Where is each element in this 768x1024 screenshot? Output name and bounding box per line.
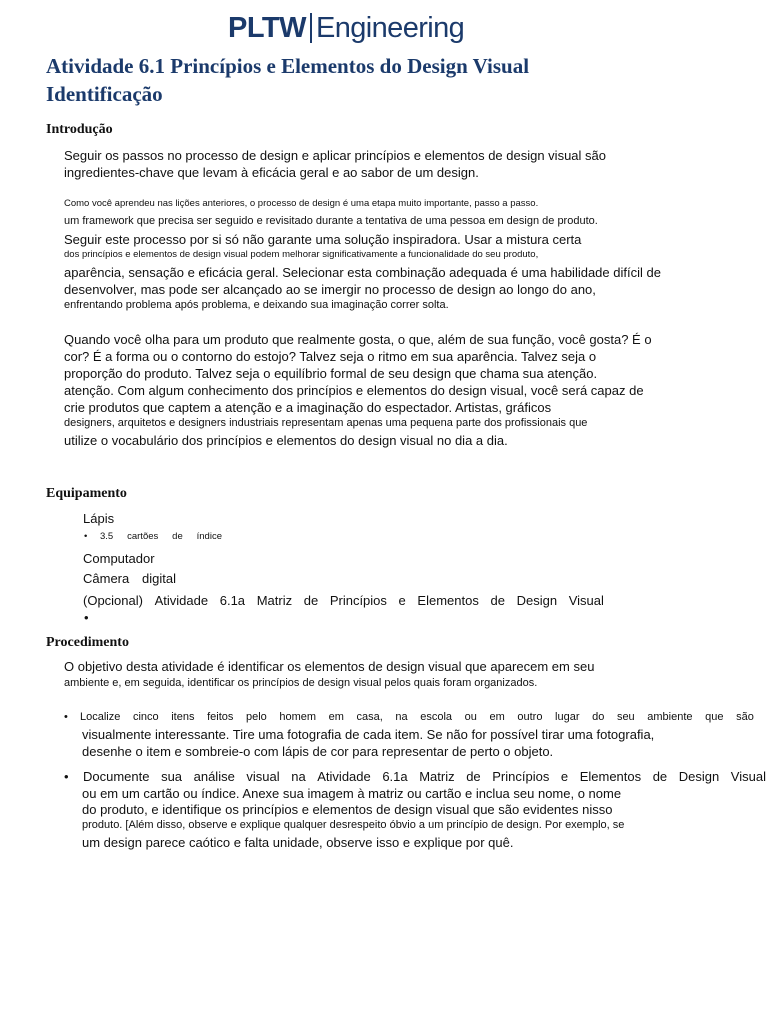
page-title: Atividade 6.1 Princípios e Elementos do Design Visual [46,54,530,78]
step-1-word: que [705,711,724,723]
equipment-camera-word: Câmera [83,571,130,586]
equipment-optional-word: e [398,593,406,608]
intro-p2-line: aparência, sensação e eficácia geral. Selecionar esta combinação adequada é uma habilidade difícil de [64,265,661,280]
step-2-word: Documente [83,769,150,784]
intro-p2-line: um framework que precisa ser seguido e revisitado durante a tentativa de uma pessoa em design de produto. [64,215,598,227]
equipment-cards-word: 3.5 [100,531,114,542]
step-1-word: Localize [80,711,121,723]
procedure-step-2-line: do produto, e identifique os princípios e elementos de design visual que são evidentes nisso [82,802,613,817]
procedure-bullet: • [64,711,68,723]
intro-p3-line: cor? É a forma ou o contorno do estojo? Talvez seja o ritmo em sua aparência. Talvez seja o [64,349,597,364]
step-1-word: seu [616,711,635,723]
intro-p3-line: Quando você olha para um produto que realmente gosta, o que, além de sua função, você gosta? É o [64,332,652,347]
equipment-camera-word: digital [142,571,176,586]
step-2-word: Princípios [492,769,550,784]
procedure-step-2-line: ou em um cartão ou índice. Anexe sua imagem à matriz ou cartão e inclua seu nome, o nome [82,786,622,801]
step-1-word: na [395,711,408,723]
step-1-word: em [489,711,505,723]
intro-p2-line: dos princípios e elementos de design visual podem melhorar significativamente a funcionalidade do seu produto, [64,249,539,260]
step-1-word: pelo [245,711,267,723]
equipment-cards-word: de [172,531,183,542]
equipment-optional-word: de [490,593,505,608]
procedure-step-2-line: produto. [Além disso, observe e explique qualquer desrespeito óbvio a um princípio de design. Por exemplo, se [82,819,625,831]
procedure-heading: Procedimento [46,635,129,650]
procedure-step-1-first-line [80,711,754,723]
procedure-step-2-line: um design parece caótico e falta unidade, observe isso e explique por quê. [82,835,514,850]
equipment-optional-word: Matriz [256,593,293,608]
logo-divider [310,13,312,43]
step-2-word: e [560,769,569,784]
step-2-word: Elementos [579,769,642,784]
step-1-word: itens [171,711,195,723]
logo-brand: PLTW [228,11,306,44]
intro-p1-line: ingredientes-chave que levam à eficácia geral e ao sabor de um design. [64,165,479,180]
step-1-word: homem [279,711,317,723]
logo-product: Engineering [316,11,465,44]
step-1-word: do [592,711,605,723]
intro-p2-line: desenvolver, mas pode ser alcançado ao se imergir no processo de design ao longo do ano, [64,282,596,297]
intro-p1-line: Seguir os passos no processo de design e aplicar princípios e elementos de design visual são [64,148,606,163]
equipment-cards-word: índice [196,531,222,542]
equipment-empty-bullet: • [84,610,89,625]
intro-p2-line: Como você aprendeu nas lições anteriores, o processo de design é uma etapa muito importante, passo a passo. [64,198,539,209]
step-1-word: lugar [555,711,580,723]
intro-p2-line: enfrentando problema após problema, e deixando sua imaginação correr solta. [64,299,449,311]
step-2-word: Visual [730,769,766,784]
equipment-heading: Equipamento [46,486,127,501]
equipment-pencils: Lápis [83,511,115,526]
equipment-camera [83,571,176,586]
step-1-word: casa, [356,711,383,723]
step-1-word: feitos [207,711,234,723]
step-2-word: na [291,769,306,784]
step-2-word: Atividade [317,769,371,784]
intro-p3-line: proporção do produto. Talvez seja o equilíbrio formal de seu design que chama sua atenção. [64,366,598,381]
step-1-word: ou [464,711,477,723]
step-1-word: escola [420,711,453,723]
step-2-word: visual [246,769,280,784]
step-2-word: 6.1a [382,769,408,784]
procedure-step-1-line: visualmente interessante. Tire uma fotografia de cada item. Se não for possível tirar uma fotografia, [82,727,655,742]
procedure-bullet: • [64,769,69,784]
equipment-bullet: • [84,531,88,542]
intro-p3-line: atenção. Com algum conhecimento dos princípios e elementos do design visual, você será capaz de [64,383,644,398]
equipment-optional-word: Princípios [329,593,387,608]
equipment-optional-word: de [303,593,319,608]
step-1-word: são [736,711,754,723]
step-2-word: Design [678,769,720,784]
page-subtitle: Identificação [46,82,163,106]
step-2-word: Matriz [419,769,455,784]
step-2-word: de [466,769,481,784]
intro-heading: Introdução [46,122,113,137]
equipment-index-cards [100,531,222,542]
equipment-optional-matrix [83,593,604,608]
intro-p3-line: crie produtos que captem a atenção e a imaginação do espectador. Artistas, gráficos [64,400,552,415]
procedure-step-2-first-line [83,769,766,784]
equipment-optional-word: Design [516,593,558,608]
step-1-word: ambiente [647,711,693,723]
step-1-word: em [328,711,344,723]
procedure-step-1-line: desenhe o item e sombreie-o com lápis de cor para representar de perto o objeto. [82,744,554,759]
step-2-word: sua [161,769,183,784]
step-2-word: de [652,769,668,784]
equipment-optional-word: 6.1a [219,593,246,608]
equipment-cards-word: cartões [127,531,159,542]
intro-p3-line: utilize o vocabulário dos princípios e elementos do design visual no dia a dia. [64,433,508,448]
equipment-optional-word: Visual [568,593,604,608]
equipment-optional-word: (Opcional) [83,593,143,608]
equipment-optional-word: Elementos [417,593,479,608]
procedure-intro-line: O objetivo desta atividade é identificar os elementos de design visual que aparecem em seu [64,659,595,674]
intro-p3-line: designers, arquitetos e designers industriais representam apenas uma pequena parte dos profissionais que [64,417,588,429]
step-1-word: outro [517,711,543,723]
step-1-word: cinco [132,711,159,723]
equipment-computer: Computador [83,551,155,566]
intro-p2-line: Seguir este processo por si só não garante uma solução inspiradora. Usar a mistura certa [64,232,582,247]
step-2-word: análise [193,769,235,784]
procedure-intro-line: ambiente e, em seguida, identificar os princípios de design visual pelos quais foram organizados. [64,677,538,689]
equipment-optional-word: Atividade [154,593,209,608]
pltw-engineering-logo [228,8,464,48]
